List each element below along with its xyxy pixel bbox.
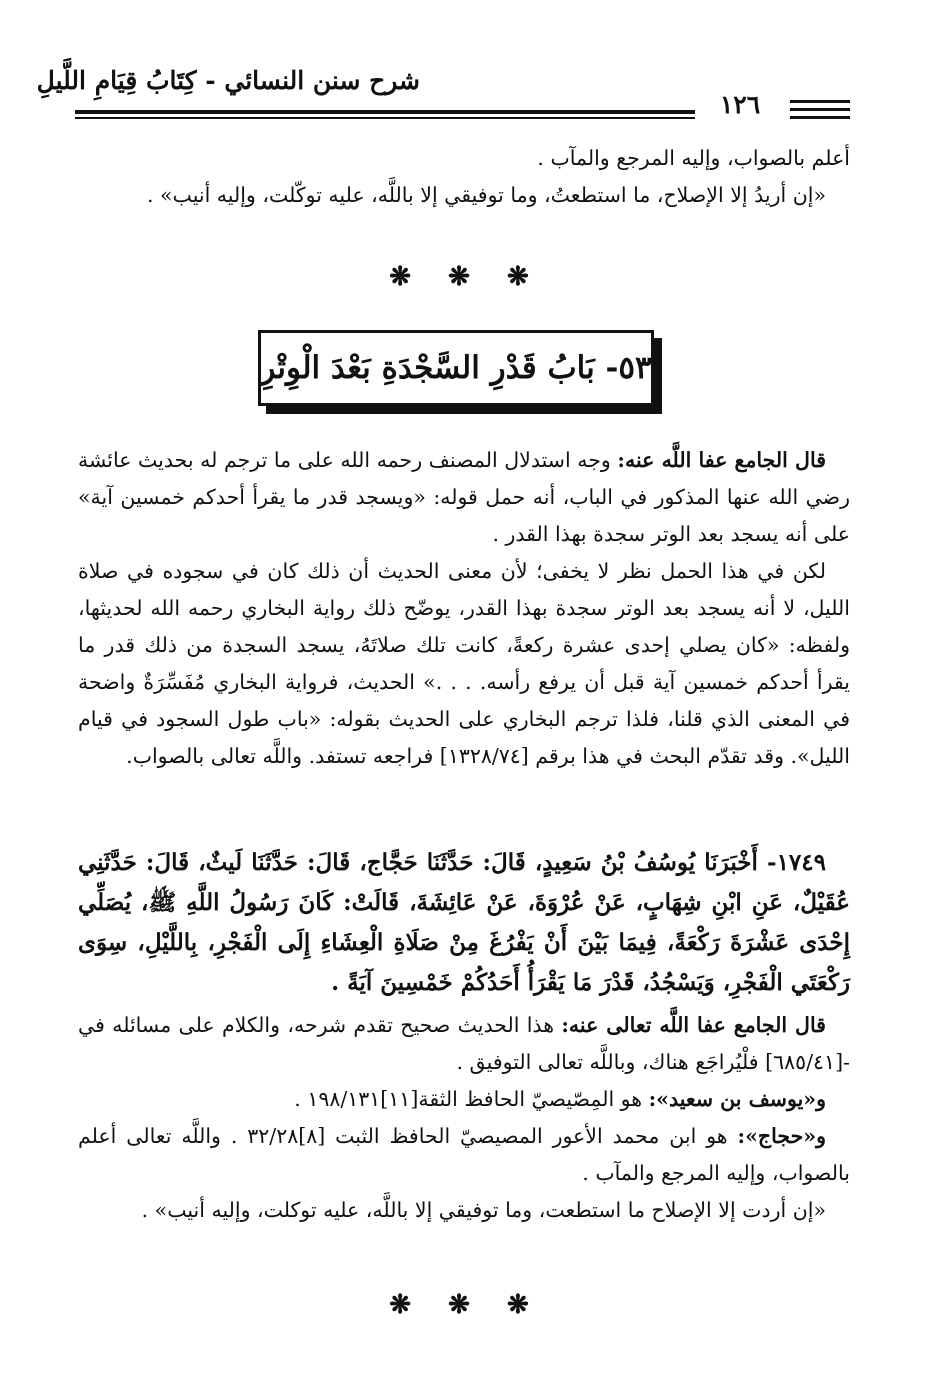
closing-quote-2: «إن أردت إلا الإصلاح ما استطعت، وما توفيقي إلا باللَّه، عليه توكلت، وإليه أنيب» . xyxy=(141,1198,826,1222)
narrator-text-2: هو ابن محمد الأعور المصيصيّ الحافظ الثبت [٨]٣٢/٢٨ . واللَّه تعالى أعلم بالصواب، وإليه المرجع والمآب . xyxy=(78,1124,850,1185)
header-rule-thin xyxy=(75,117,695,119)
commentary2-lead: قال الجامع عفا اللَّه تعالى عنه: xyxy=(561,1013,826,1037)
closing-quote: «إن أريدُ إلا الإصلاح، ما استطعتُ، وما توفيقي إلا باللَّه، عليه توكّلت، وإليه أنيب» . xyxy=(146,183,826,207)
narrator-name-1: و«يوسف بن سعيد»: xyxy=(648,1087,826,1111)
page-number: ١٢٦ xyxy=(719,90,761,119)
narrator-note-2 xyxy=(78,1118,850,1192)
top-text-block xyxy=(78,140,850,214)
narrator-name-2: و«حجاج»: xyxy=(737,1124,826,1148)
chapter-title-box xyxy=(258,330,654,406)
commentary-lead: قال الجامع عفا اللَّه عنه: xyxy=(617,448,826,472)
header-rule xyxy=(75,110,695,114)
commentary-text-1: وجه استدلال المصنف رحمه الله على ما ترجم له بحديث عائشة رضي الله عنها المذكور في الباب، أنه حمل قوله: «ويسجد قدر ما يقرأ أحدكم خمسين آية» على أنه يسجد بعد الوتر سجدة بهذا القدر . xyxy=(78,448,850,546)
commentary2-text-1: هذا الحديث صحيح تقدم شرحه، والكلام على مسائله في -[٦٨٥/٤١] فلْيُراجَع هناك، وباللَّه تعالى التوفيق . xyxy=(78,1013,850,1074)
narrator-note-1 xyxy=(78,1081,850,1118)
page-number-rule xyxy=(790,108,850,111)
commentary2-block xyxy=(78,1007,850,1229)
page-number-rule xyxy=(790,116,850,119)
page-number-rule xyxy=(790,100,850,103)
narrator-text-1: هو المِصّيصيّ الحافظ الثقة[١١]١٩٨/١٣١ . xyxy=(294,1087,643,1111)
chapter-title: ٥٣- بَابُ قَدْرِ السَّجْدَةِ بَعْدَ الْوِتْرِ xyxy=(260,350,652,386)
hadith-block xyxy=(78,843,850,1003)
running-header-title: شرح سنن النسائي - كِتَابُ قِيَامِ اللَّيلِ xyxy=(36,66,420,95)
commentary-paragraph-2: لكن في هذا الحمل نظر لا يخفى؛ لأن معنى الحديث أن ذلك كان في سجوده في صلاة الليل، لا أنه يسجد بعد الوتر سجدة بهذا القدر، يوضّح ذلك رواية البخاري رحمه الله لحديثها، ولفظه: «كان يصلي إحدى عشرة ركعةً، كانت تلك صلاتَهُ، يسجد السجدة من ذلك قدر ما يقرأ أحدكم خمسين آية قبل أن يرفع رأسه. . . .» الحديث، فرواية البخاري مُفَسِّرَةٌ واضحة في المعنى الذي قلنا، فلذا ترجم البخاري على الحديث بقوله: «باب طول السجود في قيام الليل». وقد تقدّم البحث في هذا برقم [١٣٢٨/٧٤] فراجعه تستفد. واللَّه تعالى بالصواب. xyxy=(78,559,851,768)
hadith-text: ١٧٤٩- أَخْبَرَنَا يُوسُفُ بْنُ سَعِيدٍ، قَالَ: حَدَّثَنَا حَجَّاج، قَالَ: حَدَّثَنَا لَيثٌ، قَالَ: حَدَّثَنِي عُقَيْلٌ، عَنِ ابْنِ شِهَابٍ، عَنْ عُرْوَةَ، عَنْ عَائِشَةَ، قَالَتْ: كَانَ رَسُولُ اللَّهِ ﷺ، يُصَلِّي إِحْدَى عَشْرَةَ رَكْعَةً، فِيمَا بَيْنَ أَنْ يَفْرُغَ مِنْ صَلَاةِ الْعِشَاءِ إِلَى الْفَجْرِ، بِاللَّيْلِ، سِوَى رَكْعَتَي الْفَجْرِ، وَيَسْجُدُ، قَدْرَ مَا يَقْرَأُ أَحَدُكُمْ خَمْسِينَ آيَةً . xyxy=(78,849,850,996)
commentary2-paragraph-1 xyxy=(78,1007,850,1081)
separator-stars-bottom: ❋ ❋ ❋ xyxy=(389,1290,543,1320)
commentary-paragraph-1 xyxy=(78,442,850,553)
commentary-block xyxy=(78,442,850,775)
closing-line: أعلم بالصواب، وإليه المرجع والمآب . xyxy=(537,146,850,170)
separator-stars: ❋ ❋ ❋ xyxy=(389,262,543,292)
